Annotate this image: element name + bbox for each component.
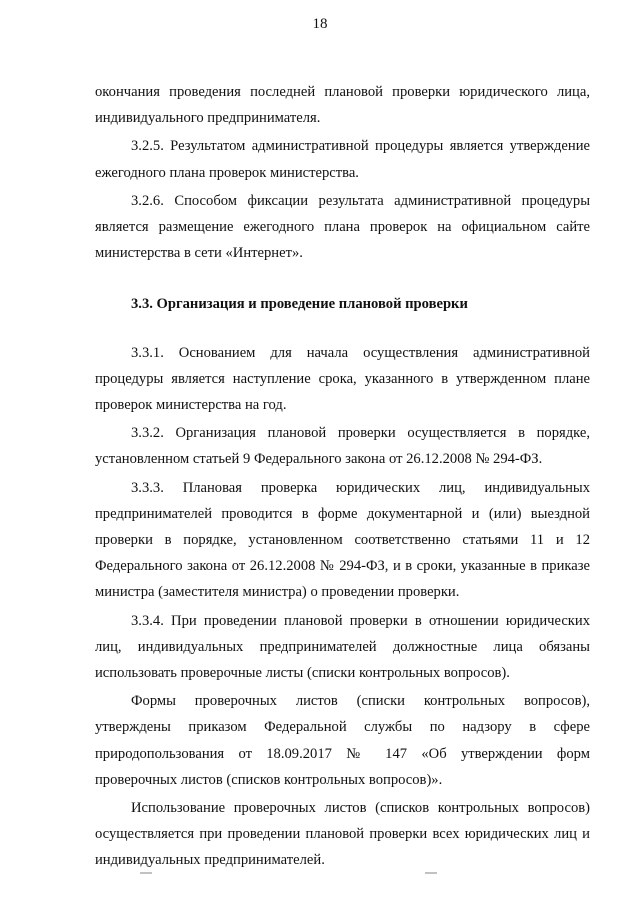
paragraph-forms: Формы проверочных листов (списки контрольных вопросов), утверждены приказом Федеральной службы по надзору в сфере природопользования от 18.09.2017 № 147 «Об утверждении форм проверочных листов (списков контрольных вопросов)». [95, 693, 590, 788]
paragraph-continuation: окончания проведения последней плановой проверки юридического лица, индивидуального предпринимателя. [95, 84, 590, 127]
paragraph-3-3-2: 3.3.2. Организация плановой проверки осуществляется в порядке, установленном статьей 9 Федерального закона от 26.12.2008 № 294-ФЗ. [95, 425, 590, 468]
section-heading-3-3: 3.3. Организация и проведение плановой проверки [131, 296, 468, 313]
paragraph-3-2-6: 3.2.6. Способом фиксации результата административной процедуры является размещение ежегодного плана проверок на официальном сайте министерства в сети «Интернет». [95, 192, 590, 262]
document-body [95, 79, 590, 874]
scan-artifact-right [425, 872, 437, 874]
paragraph-3-3-4: 3.3.4. При проведении плановой проверки в отношении юридических лиц, индивидуальных предпринимателей должностные лица обязаны использовать проверочные листы (списки контрольных вопросов). [95, 612, 590, 682]
page-number: 18 [312, 16, 328, 32]
paragraph-3-2-5: 3.2.5. Результатом административной процедуры является утверждение ежегодного плана проверок министерства. [95, 138, 590, 181]
paragraph-usage: Использование проверочных листов (списков контрольных вопросов) осуществляется при проведении плановой проверки всех юридических лиц и индивидуальных предпринимателей. [95, 800, 590, 869]
paragraph-3-3-3: 3.3.3. Плановая проверка юридических лиц, индивидуальных предпринимателей проводится в форме документарной и (или) выездной проверки в порядке, установленном соответственно статьями 11 и 12 Федерального закона от 26.12.2008 № 294-ФЗ, и в сроки, указанные в приказе министра (заместителя министра) о проведении проверки. [95, 479, 590, 601]
scan-artifact-left [140, 872, 152, 874]
paragraph-3-3-1: 3.3.1. Основанием для начала осуществления административной процедуры является наступление срока, указанного в утвержденном плане проверок министерства на год. [95, 344, 590, 414]
